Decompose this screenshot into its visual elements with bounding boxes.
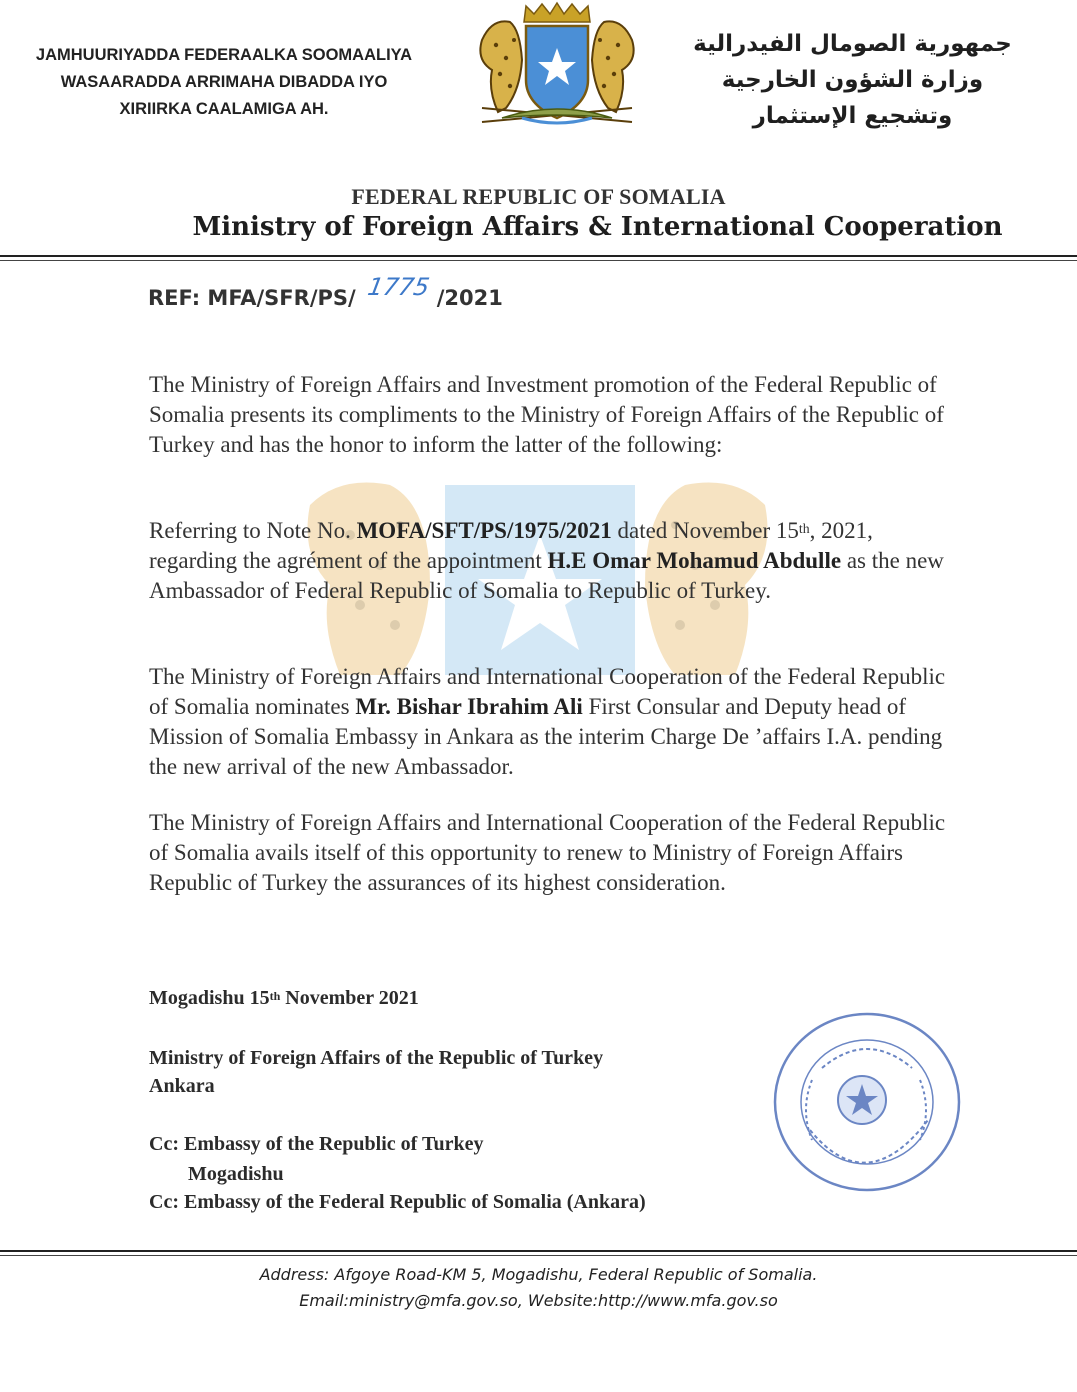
ministry-title: Ministry of Foreign Affairs & International Cooperation [192,212,1003,242]
text-run: , 2021, regarding the agrément of the appointment [149,518,873,573]
nominee-name: Mr. Bishar Ibrahim Ali [355,694,583,719]
note-number: MOFA/SFT/PS/1975/2021 [356,518,612,543]
letterhead-somali-line: JAMHUURIYADDA FEDERAALKA SOOMAALIYA [35,46,413,64]
letterhead-arabic-line: جمهورية الصومال الفيدرالية [693,31,1012,57]
text-run: First Consular and Deputy head of Mission of Somalia Embassy in Ankara as the interim Charge De ’affairs I.A. pending the new arrival of the new Ambassador. [149,694,943,779]
header-divider [0,255,1077,257]
text-run: dated November 15 [611,518,799,543]
header-divider-thin [0,260,1077,261]
paragraph-intro: The Ministry of Foreign Affairs and Investment promotion of the Federal Republic of Somalia presents its compliments to the Ministry of Foreign Affairs of the Republic of Turkey and has the honor to inform the latter of the following: [149,372,944,457]
letterhead-arabic [690,26,1015,134]
footer-divider [0,1250,1077,1252]
footer-contact [0,1262,1077,1314]
place-date [149,983,419,1013]
date: November 2021 [280,987,419,1009]
place: Mogadishu 15 [149,987,270,1009]
letterhead-somali-line: XIRIIRKA CAALAMIGA AH. [119,100,329,118]
reference-prefix: REF: MFA/SFR/PS/ [148,286,356,310]
country-title: FEDERAL REPUBLIC OF SOMALIA [351,184,726,209]
ordinal-suffix: th [269,989,281,1003]
letterhead-somali-line: WASAARADDA ARRIMAHA DIBADDA IYO [60,73,388,91]
letterhead-arabic-line: وتشجيع الإستثمار [752,103,953,129]
footer-address: Address: Afgoye Road-KM 5, Mogadishu, Federal Republic of Somalia. [259,1265,818,1284]
footer-email-website: Email:ministry@mfa.gov.so, Website:http://www.mfa.gov.so [299,1291,778,1310]
letterhead-somali [4,42,444,123]
reference-suffix: /2021 [436,286,503,310]
text-run: The Ministry of Foreign Affairs and International Cooperation of the Federal Republic of Somalia nominates [149,664,946,719]
coat-of-arms-emblem [462,0,652,150]
official-stamp [770,1010,965,1195]
ordinal-suffix: th [798,521,810,536]
ambassador-name: H.E Omar Mohamud Abdulle [547,548,842,573]
paragraph-closing: The Ministry of Foreign Affairs and International Cooperation of the Federal Republic of Somalia avails itself of this opportunity to renew to Ministry of Foreign Affairs Republic of Turkey the assurances of its highest consideration. [149,810,946,895]
cc-line: Cc: Embassy of the Federal Republic of Somalia (Ankara) [149,1191,646,1213]
footer-divider-thin [0,1255,1077,1256]
handwritten-reference-number: 1775 [365,273,432,301]
letterhead-arabic-line: وزارة الشؤون الخارجية [721,67,984,93]
paragraph-nomination [149,662,949,782]
addressee-line: Ministry of Foreign Affairs of the Republic of Turkey [149,1047,604,1069]
cc-line: Cc: Embassy of the Republic of Turkey [149,1133,484,1155]
cc-city: Mogadishu [188,1163,284,1185]
addressee-city: Ankara [149,1075,215,1097]
text-run: Referring to Note No. [149,518,357,543]
text-run: as the new Ambassador of Federal Republic of Somalia to Republic of Turkey. [149,548,944,603]
reference-number [148,273,503,311]
paragraph-referring [149,516,949,606]
